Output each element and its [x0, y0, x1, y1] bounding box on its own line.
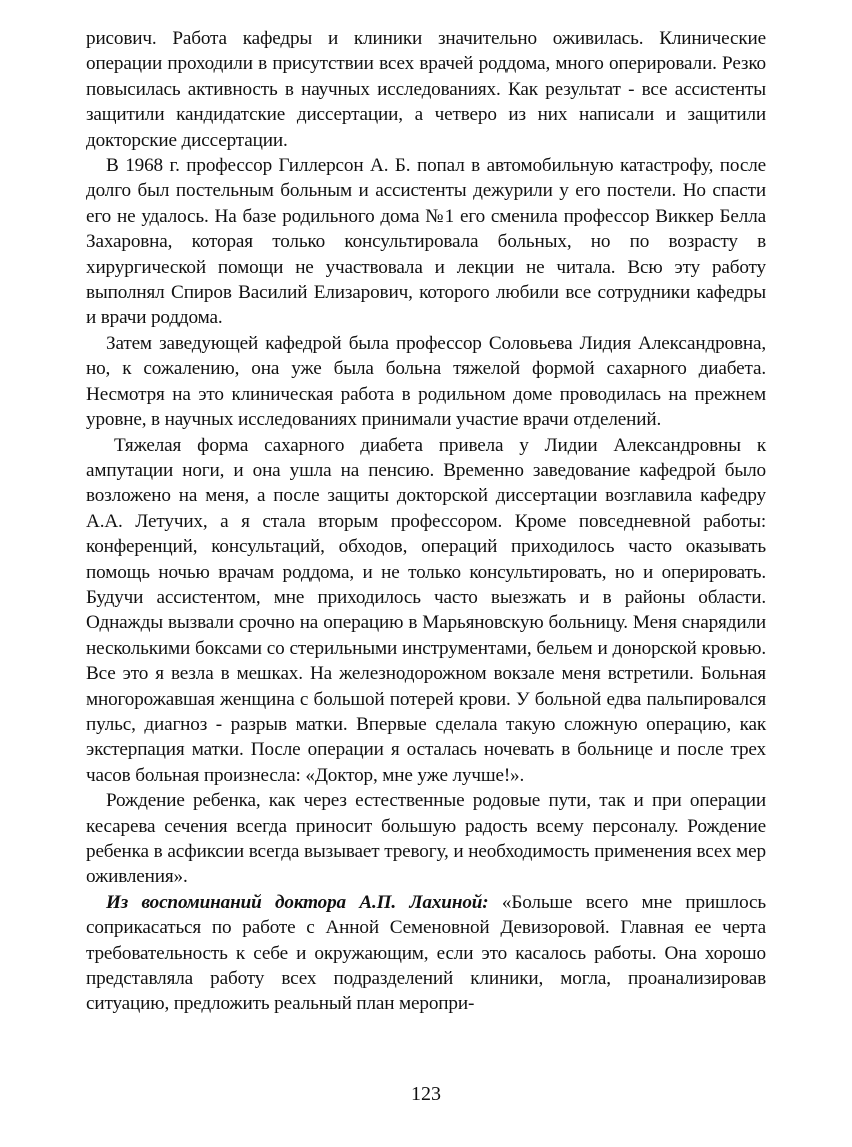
memoir-lead: Из воспоминаний доктора А.П. Лахиной: — [106, 891, 489, 913]
memoir-text: «Больше всего мне пришлось соприкасаться по работе с Анной Семеновной Девизоровой. Главная ее черта требовательность к себе и окружающим, если это касалось работы. Она хорошо представляла работу всех подразделений клиники, могла, проанализировав ситуацию, предложить реальный план меропри- — [86, 891, 766, 1015]
page-number: 123 — [411, 1083, 441, 1105]
paragraph-5: Рождение ребенка, как через естественные родовые пути, так и при операции кесарева сечения всегда приносит большую радость всему персоналу. Рождение ребенка в асфиксии всегда вызывает тревогу, и необходимость применения всех мер оживления». — [86, 790, 766, 888]
paragraph-6 — [86, 890, 766, 1017]
body-text — [86, 26, 766, 1017]
paragraph-3: Затем заведующей кафедрой была профессор Соловьева Лидия Александровна, но, к сожалению, она уже была больна тяжелой формой сахарного диабета. Несмотря на это клиническая работа в родильном доме проводилась на прежнем уровне, в научных исследованиях принимали участие врачи отделений. — [86, 332, 766, 431]
paragraph-2: В 1968 г. профессор Гиллерсон А. Б. попал в автомобильную катастрофу, после долго был постельным больным и ассистенты дежурили у его постели. Но спасти его не удалось. На базе родильного дома №1 его сменила профессор Виккер Белла Захаровна, которая только консультировала больных, но по возрасту в хирургической помощи не участвовала и лекции не читала. Всю эту работу выполнял Спиров Василий Елизарович, которого любили все сотрудники кафедры и врачи роддома. — [86, 155, 766, 329]
paragraph-1: рисович. Работа кафедры и клиники значительно оживилась. Клинические операции проходили в присутствии всех врачей роддома, много оперировали. Резко повысилась активность в научных исследованиях. Как результат - все ассистенты защитили кандидатские диссертации, а четверо из них написали и защитили докторские диссертации. — [86, 28, 766, 151]
paragraph-4: Тяжелая форма сахарного диабета привела у Лидии Александровны к ампутации ноги, и она ушла на пенсию. Временно заведование кафедрой было возложено на меня, а после защиты докторской диссертации возглавила кафедру А.А. Летучих, а я стала вторым профессором. Кроме повседневной работы: конференций, консультаций, обходов, операций приходилось часто оказывать помощь ночью врачам роддома, и не только консультировать, но и оперировать. Будучи ассистентом, мне приходилось часто выезжать и в районы области. Однажды вызвали срочно на операцию в Марьяновскую больницу. Меня снарядили несколькими боксами со стерильными инструментами, бельем и донорской кровью. Все это я везла в мешках. На железнодорожном вокзале меня встретили. Больная многорожавшая женщина с большой потерей крови. У больной едва пальпировался пульс, диагноз - разрыв матки. Впервые сделала такую сложную операцию, как экстерпация матки. После операции я осталась ночевать в больнице и после трех часов больная произнесла: «Доктор, мне уже лучше!». — [86, 434, 766, 786]
